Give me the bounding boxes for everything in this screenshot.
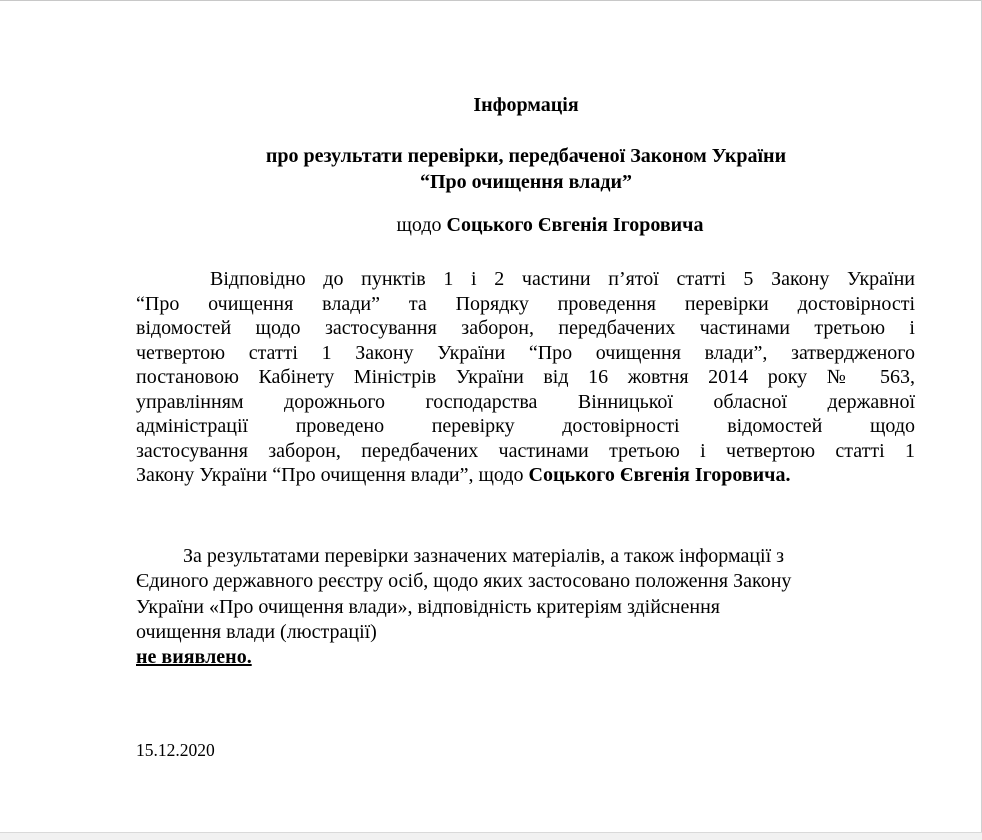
- paragraph2-line: України «Про очищення влади», відповідність критеріям здійснення: [136, 595, 720, 618]
- paragraph2-line: очищення влади (люстрації): [136, 620, 377, 643]
- document-title: Інформація: [473, 94, 579, 116]
- paragraph1-line: четвертою статті 1 Закону України “Про очищення влади”, затвердженого: [136, 341, 915, 364]
- subtitle-line-1: про результати перевірки, передбаченої Законом України: [265, 145, 787, 167]
- document-subtitle: [0, 143, 982, 195]
- result-line: [136, 645, 926, 670]
- subtitle-line-2: “Про очищення влади”: [420, 171, 632, 193]
- paragraph1-line: Відповідно до пунктів 1 і 2 частини п’ятої статті 5 Закону України: [210, 268, 915, 290]
- paragraph1-last-line: [136, 463, 915, 488]
- paragraph1-line: управлінням дорожнього господарства Вінницької обласної державної: [136, 390, 915, 413]
- person-name: Соцького Євгенія Ігоровича: [446, 214, 704, 236]
- concerning-prefix: щодо: [396, 214, 447, 236]
- paragraph1-line: постановою Кабінету Міністрів України від 16 жовтня 2014 року № 563,: [136, 366, 915, 388]
- paragraph1-line-text: Закону України “Про очищення влади”, щодо: [136, 464, 529, 486]
- page-top-border: [0, 0, 982, 1]
- paragraph-verification: [136, 267, 915, 488]
- paragraph1-line: “Про очищення влади” та Порядку проведення перевірки достовірності: [136, 292, 915, 315]
- paragraph1-person-name: Соцького Євгенія Ігоровича.: [528, 464, 791, 486]
- paragraph1-line: застосування заборон, передбачених частинами третьою і четвертою статті 1: [136, 439, 915, 462]
- document-date: 15.12.2020: [136, 740, 215, 760]
- paragraph2-line: За результатами перевірки зазначених матеріалів, а також інформації з: [183, 545, 785, 567]
- concerning-line: [0, 214, 982, 237]
- paragraph1-line: адміністрації проведено перевірку достовірності відомостей щодо: [136, 415, 915, 437]
- result-text: не виявлено.: [136, 646, 252, 669]
- paragraph1-line: відомостей щодо застосування заборон, передбачених частинами третьою і: [136, 317, 915, 339]
- paragraph-result: [136, 544, 926, 670]
- paragraph2-line: Єдиного державного реєстру осіб, щодо яких застосовано положення Закону: [136, 570, 792, 593]
